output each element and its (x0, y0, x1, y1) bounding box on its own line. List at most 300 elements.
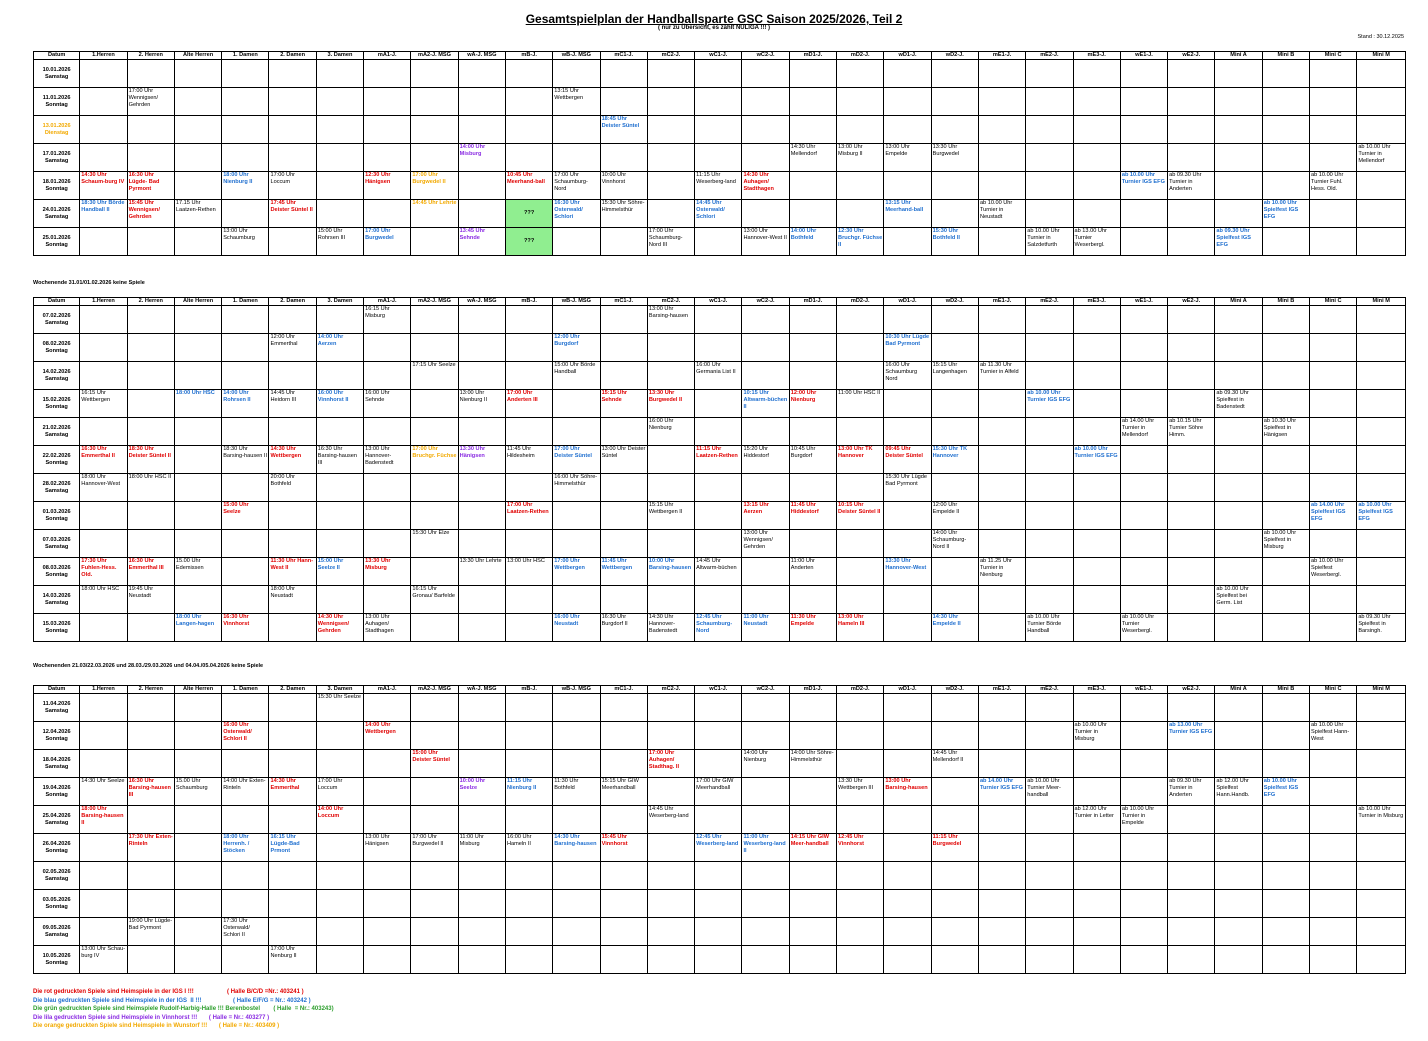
game-cell (127, 806, 174, 834)
column-header: 2. Damen (269, 52, 316, 60)
game-cell (1262, 334, 1309, 362)
game-cell (1120, 694, 1167, 722)
game-cell: ab 10.00 Uhr Spielfest IGS EFG (1357, 502, 1406, 530)
game-cell: 15:15 Uhr Wettbergen II (647, 502, 694, 530)
game-cell (1262, 390, 1309, 418)
game-cell (742, 862, 789, 890)
game-cell (789, 946, 836, 974)
game-cell (411, 806, 458, 834)
game-cell: 17:45 Uhr Deister Süntel II (269, 200, 316, 228)
game-cell (1215, 172, 1262, 200)
game-cell (600, 750, 647, 778)
game-cell (316, 306, 363, 334)
game-cell (269, 502, 316, 530)
game-cell (789, 172, 836, 200)
game-cell: ab 10.15 Uhr Turnier Söhre Himm. (1168, 418, 1215, 446)
game-cell (1073, 474, 1120, 502)
game-cell (458, 60, 505, 88)
game-cell (978, 750, 1025, 778)
game-cell (411, 60, 458, 88)
date-value: 07.02.2026 (42, 312, 71, 319)
game-cell (1357, 778, 1406, 806)
game-cell (1026, 88, 1073, 116)
game-cell (837, 694, 884, 722)
game-cell (1357, 918, 1406, 946)
game-cell (1357, 362, 1406, 390)
column-header: wD1-J. (884, 298, 931, 306)
game-cell (837, 334, 884, 362)
game-cell: 16:15 Uhr Misburg (364, 306, 411, 334)
game-cell (80, 418, 127, 446)
column-header: 1.Herren (80, 52, 127, 60)
game-cell (411, 862, 458, 890)
game-cell (1026, 694, 1073, 722)
game-cell (837, 946, 884, 974)
game-cell (931, 200, 978, 228)
column-header: mE2-J. (1026, 686, 1073, 694)
game-cell (80, 614, 127, 642)
column-header: wE1-J. (1120, 686, 1167, 694)
game-cell (553, 116, 600, 144)
game-cell: 14:45 Uhr Lehrte (411, 200, 458, 228)
game-cell (884, 694, 931, 722)
game-cell: 13:15 Uhr Meerhand-ball (884, 200, 931, 228)
game-cell (222, 334, 269, 362)
date-cell (34, 446, 80, 474)
column-header: wC2-J. (742, 298, 789, 306)
game-cell: 12:45 Uhr Schaumburg-Nord (695, 614, 742, 642)
table-row (34, 446, 1406, 474)
game-cell (1215, 362, 1262, 390)
game-cell (1310, 694, 1357, 722)
game-cell: 13:45 Uhr Sehnde (458, 228, 505, 256)
date-cell (34, 172, 80, 200)
game-cell (411, 334, 458, 362)
game-cell (316, 890, 363, 918)
game-cell: 15:30 Uhr Elze (411, 530, 458, 558)
game-cell (742, 558, 789, 586)
game-cell (647, 694, 694, 722)
game-cell (978, 390, 1025, 418)
game-cell (647, 60, 694, 88)
game-cell (1026, 306, 1073, 334)
game-cell: 11:45 Uhr Hildesheim (505, 446, 552, 474)
game-cell (80, 750, 127, 778)
game-cell (174, 530, 221, 558)
game-cell (1310, 474, 1357, 502)
separator-note-1: Wochenende 31.01/01.02.2026 keine Spiele (33, 280, 145, 286)
game-cell (789, 722, 836, 750)
game-cell (1026, 474, 1073, 502)
game-cell (789, 806, 836, 834)
date-cell (34, 530, 80, 558)
header-row (34, 52, 1406, 60)
game-cell: ab 10.00 Uhr Turnier in Empelde (1120, 806, 1167, 834)
game-cell (1310, 200, 1357, 228)
game-cell (458, 306, 505, 334)
game-cell (1026, 834, 1073, 862)
game-cell: 17:00 Uhr Burgwedel (364, 228, 411, 256)
game-cell (647, 530, 694, 558)
game-cell: 13:00 Uhr Hänigsen (364, 834, 411, 862)
game-cell: 15:00 Uhr Seelze II (316, 558, 363, 586)
game-cell: 10:30 Uhr Lügde Bad Pyrmont (884, 334, 931, 362)
game-cell (1215, 694, 1262, 722)
game-cell (316, 586, 363, 614)
game-cell (127, 614, 174, 642)
game-cell (269, 918, 316, 946)
game-cell (695, 88, 742, 116)
date-value: 18.01.2026 (42, 178, 71, 185)
game-cell: ??? (505, 228, 552, 256)
game-cell (1262, 558, 1309, 586)
game-cell (1215, 890, 1262, 918)
game-cell (316, 200, 363, 228)
table-row (34, 334, 1406, 362)
column-header: wE2-J. (1168, 298, 1215, 306)
game-cell (1310, 144, 1357, 172)
game-cell (1026, 862, 1073, 890)
game-cell (411, 228, 458, 256)
game-cell (174, 362, 221, 390)
weekday: Samstag (44, 707, 69, 714)
game-cell: 14:30 Uhr Schaum-burg IV (80, 172, 127, 200)
weekday: Samstag (44, 431, 69, 438)
game-cell (884, 750, 931, 778)
game-cell (1168, 614, 1215, 642)
game-cell (1168, 474, 1215, 502)
game-cell (174, 172, 221, 200)
date-cell (34, 116, 80, 144)
table-row (34, 362, 1406, 390)
game-cell: 17:15 Uhr Seelze (411, 362, 458, 390)
game-cell (364, 502, 411, 530)
game-cell (1215, 446, 1262, 474)
weekday: Samstag (44, 73, 69, 80)
game-cell (884, 60, 931, 88)
game-cell (364, 334, 411, 362)
game-cell: 14:30 Uhr Seelze (80, 778, 127, 806)
game-cell (931, 306, 978, 334)
game-cell: 13:30 Uhr Misburg (364, 558, 411, 586)
game-cell (742, 88, 789, 116)
game-cell (1310, 362, 1357, 390)
game-cell (174, 502, 221, 530)
game-cell (600, 228, 647, 256)
game-cell: 11:00 Uhr Weserberg-land II (742, 834, 789, 862)
game-cell: ab 09.30 Uhr Spielfest IGS EFG (1215, 228, 1262, 256)
game-cell (884, 890, 931, 918)
game-cell: 17:00 Uhr Wettbergen (553, 558, 600, 586)
game-cell (1120, 890, 1167, 918)
game-cell: 14:15 Uhr GIW Meer-handball (789, 834, 836, 862)
table-row (34, 116, 1406, 144)
game-cell: 17:00 Uhr Laatzen-Rethen (505, 502, 552, 530)
game-cell (1168, 116, 1215, 144)
game-cell: 11:00 Uhr HSC II (837, 390, 884, 418)
weekday: Sonntag (45, 847, 68, 854)
game-cell: 18:30 Uhr Barsing-hausen II (222, 446, 269, 474)
game-cell (1262, 750, 1309, 778)
game-cell (505, 306, 552, 334)
game-cell (1120, 474, 1167, 502)
date-value: 09.05.2026 (42, 924, 71, 931)
game-cell (1357, 586, 1406, 614)
game-cell (505, 614, 552, 642)
game-cell (553, 144, 600, 172)
game-cell (1262, 88, 1309, 116)
date-cell (34, 834, 80, 862)
game-cell: 12:00 Uhr Empelde II (931, 502, 978, 530)
column-header: Mini A (1215, 298, 1262, 306)
game-cell: 16:00 Uhr Neustadt (553, 614, 600, 642)
game-cell (1262, 614, 1309, 642)
game-cell (647, 722, 694, 750)
column-header: wD1-J. (884, 52, 931, 60)
column-header: Datum (34, 298, 80, 306)
game-cell (1073, 306, 1120, 334)
game-cell (505, 530, 552, 558)
game-cell (411, 614, 458, 642)
game-cell (884, 862, 931, 890)
separator-note-2: Wochenenden 21.03/22.03.2026 und 28.03./29.03.2026 und 04.04./05.04.2026 keine Spiele (33, 663, 264, 669)
schedule-table-block-2 (33, 297, 1406, 642)
game-cell (1262, 116, 1309, 144)
column-header: mD1-J. (789, 298, 836, 306)
game-cell (1026, 806, 1073, 834)
date-value: 10.01.2026 (42, 66, 71, 73)
game-cell (695, 750, 742, 778)
game-cell (978, 890, 1025, 918)
game-cell: 12:00 Uhr Emmerthal (269, 334, 316, 362)
game-cell (1120, 750, 1167, 778)
game-cell (1073, 558, 1120, 586)
date-cell (34, 890, 80, 918)
game-cell (411, 116, 458, 144)
game-cell (884, 614, 931, 642)
game-cell (1120, 88, 1167, 116)
column-header: Mini M (1357, 52, 1406, 60)
game-cell (600, 60, 647, 88)
game-cell (1073, 88, 1120, 116)
game-cell: 14:00 Uhr Aerzen (316, 334, 363, 362)
game-cell: 18:00 Uhr Barsing-hausen II (80, 806, 127, 834)
column-header: wE2-J. (1168, 686, 1215, 694)
game-cell (80, 502, 127, 530)
header-row (34, 686, 1406, 694)
game-cell: 14:30 Uhr Empelde II (931, 614, 978, 642)
game-cell (127, 390, 174, 418)
game-cell (742, 778, 789, 806)
game-cell (1357, 694, 1406, 722)
column-header: mA2-J. MSG (411, 52, 458, 60)
game-cell (127, 530, 174, 558)
date-value: 19.04.2026 (42, 784, 71, 791)
table-row (34, 558, 1406, 586)
game-cell (1026, 116, 1073, 144)
game-cell (647, 890, 694, 918)
game-cell (1262, 144, 1309, 172)
column-header: mA1-J. (364, 52, 411, 60)
game-cell (1168, 502, 1215, 530)
game-cell (505, 806, 552, 834)
game-cell: 15:15 Uhr Langenhagen (931, 362, 978, 390)
table-row (34, 694, 1406, 722)
game-cell (647, 446, 694, 474)
game-cell: 14:30 Uhr Wennigsen/ Gehrden (316, 614, 363, 642)
game-cell (411, 390, 458, 418)
game-cell (647, 116, 694, 144)
game-cell (411, 946, 458, 974)
table-row (34, 474, 1406, 502)
game-cell (789, 334, 836, 362)
game-cell (647, 200, 694, 228)
game-cell (647, 362, 694, 390)
game-cell (647, 88, 694, 116)
game-cell (269, 530, 316, 558)
game-cell: 16:15 Uhr Wettbergen (80, 390, 127, 418)
game-cell: ab 10.00 Uhr Turnier in Misburg (1357, 806, 1406, 834)
game-cell (931, 558, 978, 586)
game-cell (1215, 750, 1262, 778)
game-cell (364, 862, 411, 890)
game-cell: 16:30 Uhr Lügde- Bad Pyrmont (127, 172, 174, 200)
game-cell (1168, 530, 1215, 558)
column-header: mC1-J. (600, 52, 647, 60)
date-cell (34, 228, 80, 256)
game-cell (1310, 530, 1357, 558)
date-value: 24.01.2026 (42, 206, 71, 213)
game-cell (742, 946, 789, 974)
game-cell: ab 10.00 Uhr Turnier Fuhl. Hess. Old. (1310, 172, 1357, 200)
weekday: Sonntag (45, 791, 68, 798)
game-cell (411, 144, 458, 172)
date-cell (34, 750, 80, 778)
game-cell: ab 10.00 Uhr Spielfest in Misburg (1262, 530, 1309, 558)
date-cell (34, 614, 80, 642)
game-cell (742, 334, 789, 362)
game-cell: 15:20 Uhr Hiddestorf (742, 446, 789, 474)
game-cell (505, 722, 552, 750)
game-cell (1026, 750, 1073, 778)
game-cell: 17:00 Uhr Burgwedel II (411, 172, 458, 200)
game-cell: 14:00 Uhr Bothfeld (789, 228, 836, 256)
game-cell (364, 200, 411, 228)
game-cell (837, 862, 884, 890)
game-cell (789, 116, 836, 144)
date-cell (34, 862, 80, 890)
game-cell (1310, 390, 1357, 418)
game-cell: 13:00 Uhr Hannover-West II (742, 228, 789, 256)
table-row (34, 586, 1406, 614)
game-cell (1026, 558, 1073, 586)
game-cell (1357, 446, 1406, 474)
game-cell (222, 946, 269, 974)
game-cell (127, 722, 174, 750)
game-cell (1310, 88, 1357, 116)
game-cell (411, 778, 458, 806)
column-header: 2. Herren (127, 298, 174, 306)
game-cell (931, 722, 978, 750)
game-cell: 15:30 Uhr TK Hannover (931, 446, 978, 474)
game-cell (222, 694, 269, 722)
game-cell: 15:30 Uhr Söhre-Himmelsthür (600, 200, 647, 228)
column-header: wE1-J. (1120, 298, 1167, 306)
game-cell: 13:30 Uhr Hänigsen (458, 446, 505, 474)
game-cell (1310, 306, 1357, 334)
game-cell (1168, 558, 1215, 586)
game-cell (1168, 834, 1215, 862)
game-cell: 13:00 Uhr Barsing-hausen (647, 306, 694, 334)
game-cell (127, 334, 174, 362)
column-header: Alte Herren (174, 298, 221, 306)
date-cell (34, 946, 80, 974)
game-cell (600, 144, 647, 172)
game-cell (742, 306, 789, 334)
game-cell (1168, 88, 1215, 116)
column-header: 2. Damen (269, 686, 316, 694)
game-cell (174, 834, 221, 862)
game-cell (1215, 60, 1262, 88)
game-cell (458, 946, 505, 974)
game-cell (269, 614, 316, 642)
game-cell (1120, 834, 1167, 862)
game-cell (600, 586, 647, 614)
game-cell: 11:45 Uhr Hiddestorf (789, 502, 836, 530)
column-header: 3. Damen (316, 686, 363, 694)
game-cell (1262, 586, 1309, 614)
game-cell (553, 418, 600, 446)
game-cell: ab 10.00 Uhr Turnier in Misburg (1073, 722, 1120, 750)
game-cell: 16:30 Uhr Barsing-hausen III (127, 778, 174, 806)
game-cell (174, 694, 221, 722)
column-header: Mini C (1310, 52, 1357, 60)
game-cell: 17:00 Uhr Bruchgr. Füchse (411, 446, 458, 474)
game-cell: 13:30 Uhr Burgwedel (931, 144, 978, 172)
game-cell (364, 918, 411, 946)
game-cell (884, 806, 931, 834)
game-cell (1073, 946, 1120, 974)
game-cell (695, 722, 742, 750)
game-cell (316, 474, 363, 502)
game-cell (222, 362, 269, 390)
game-cell (978, 918, 1025, 946)
weekday: Samstag (44, 157, 69, 164)
game-cell (553, 722, 600, 750)
game-cell (931, 60, 978, 88)
game-cell (978, 614, 1025, 642)
game-cell (1262, 806, 1309, 834)
game-cell (364, 88, 411, 116)
game-cell (1215, 88, 1262, 116)
game-cell (364, 778, 411, 806)
date-cell (34, 306, 80, 334)
game-cell (269, 306, 316, 334)
game-cell: ab 13.00 Uhr Turnier IGS EFG (1168, 722, 1215, 750)
weekday: Samstag (44, 375, 69, 382)
game-cell (1120, 862, 1167, 890)
game-cell (269, 806, 316, 834)
game-cell: 18:00 Uhr HSC (174, 390, 221, 418)
game-cell: 17:00 Uhr Deister Süntel (553, 446, 600, 474)
game-cell: ab 10.00 Uhr Turnier Weserbergl. (1120, 614, 1167, 642)
weekday: Samstag (44, 931, 69, 938)
game-cell (837, 200, 884, 228)
table-row (34, 228, 1406, 256)
game-cell (789, 862, 836, 890)
game-cell: 11:15 Uhr Weserberg-land (695, 172, 742, 200)
game-cell: 17:00 Uhr Loccum (269, 172, 316, 200)
